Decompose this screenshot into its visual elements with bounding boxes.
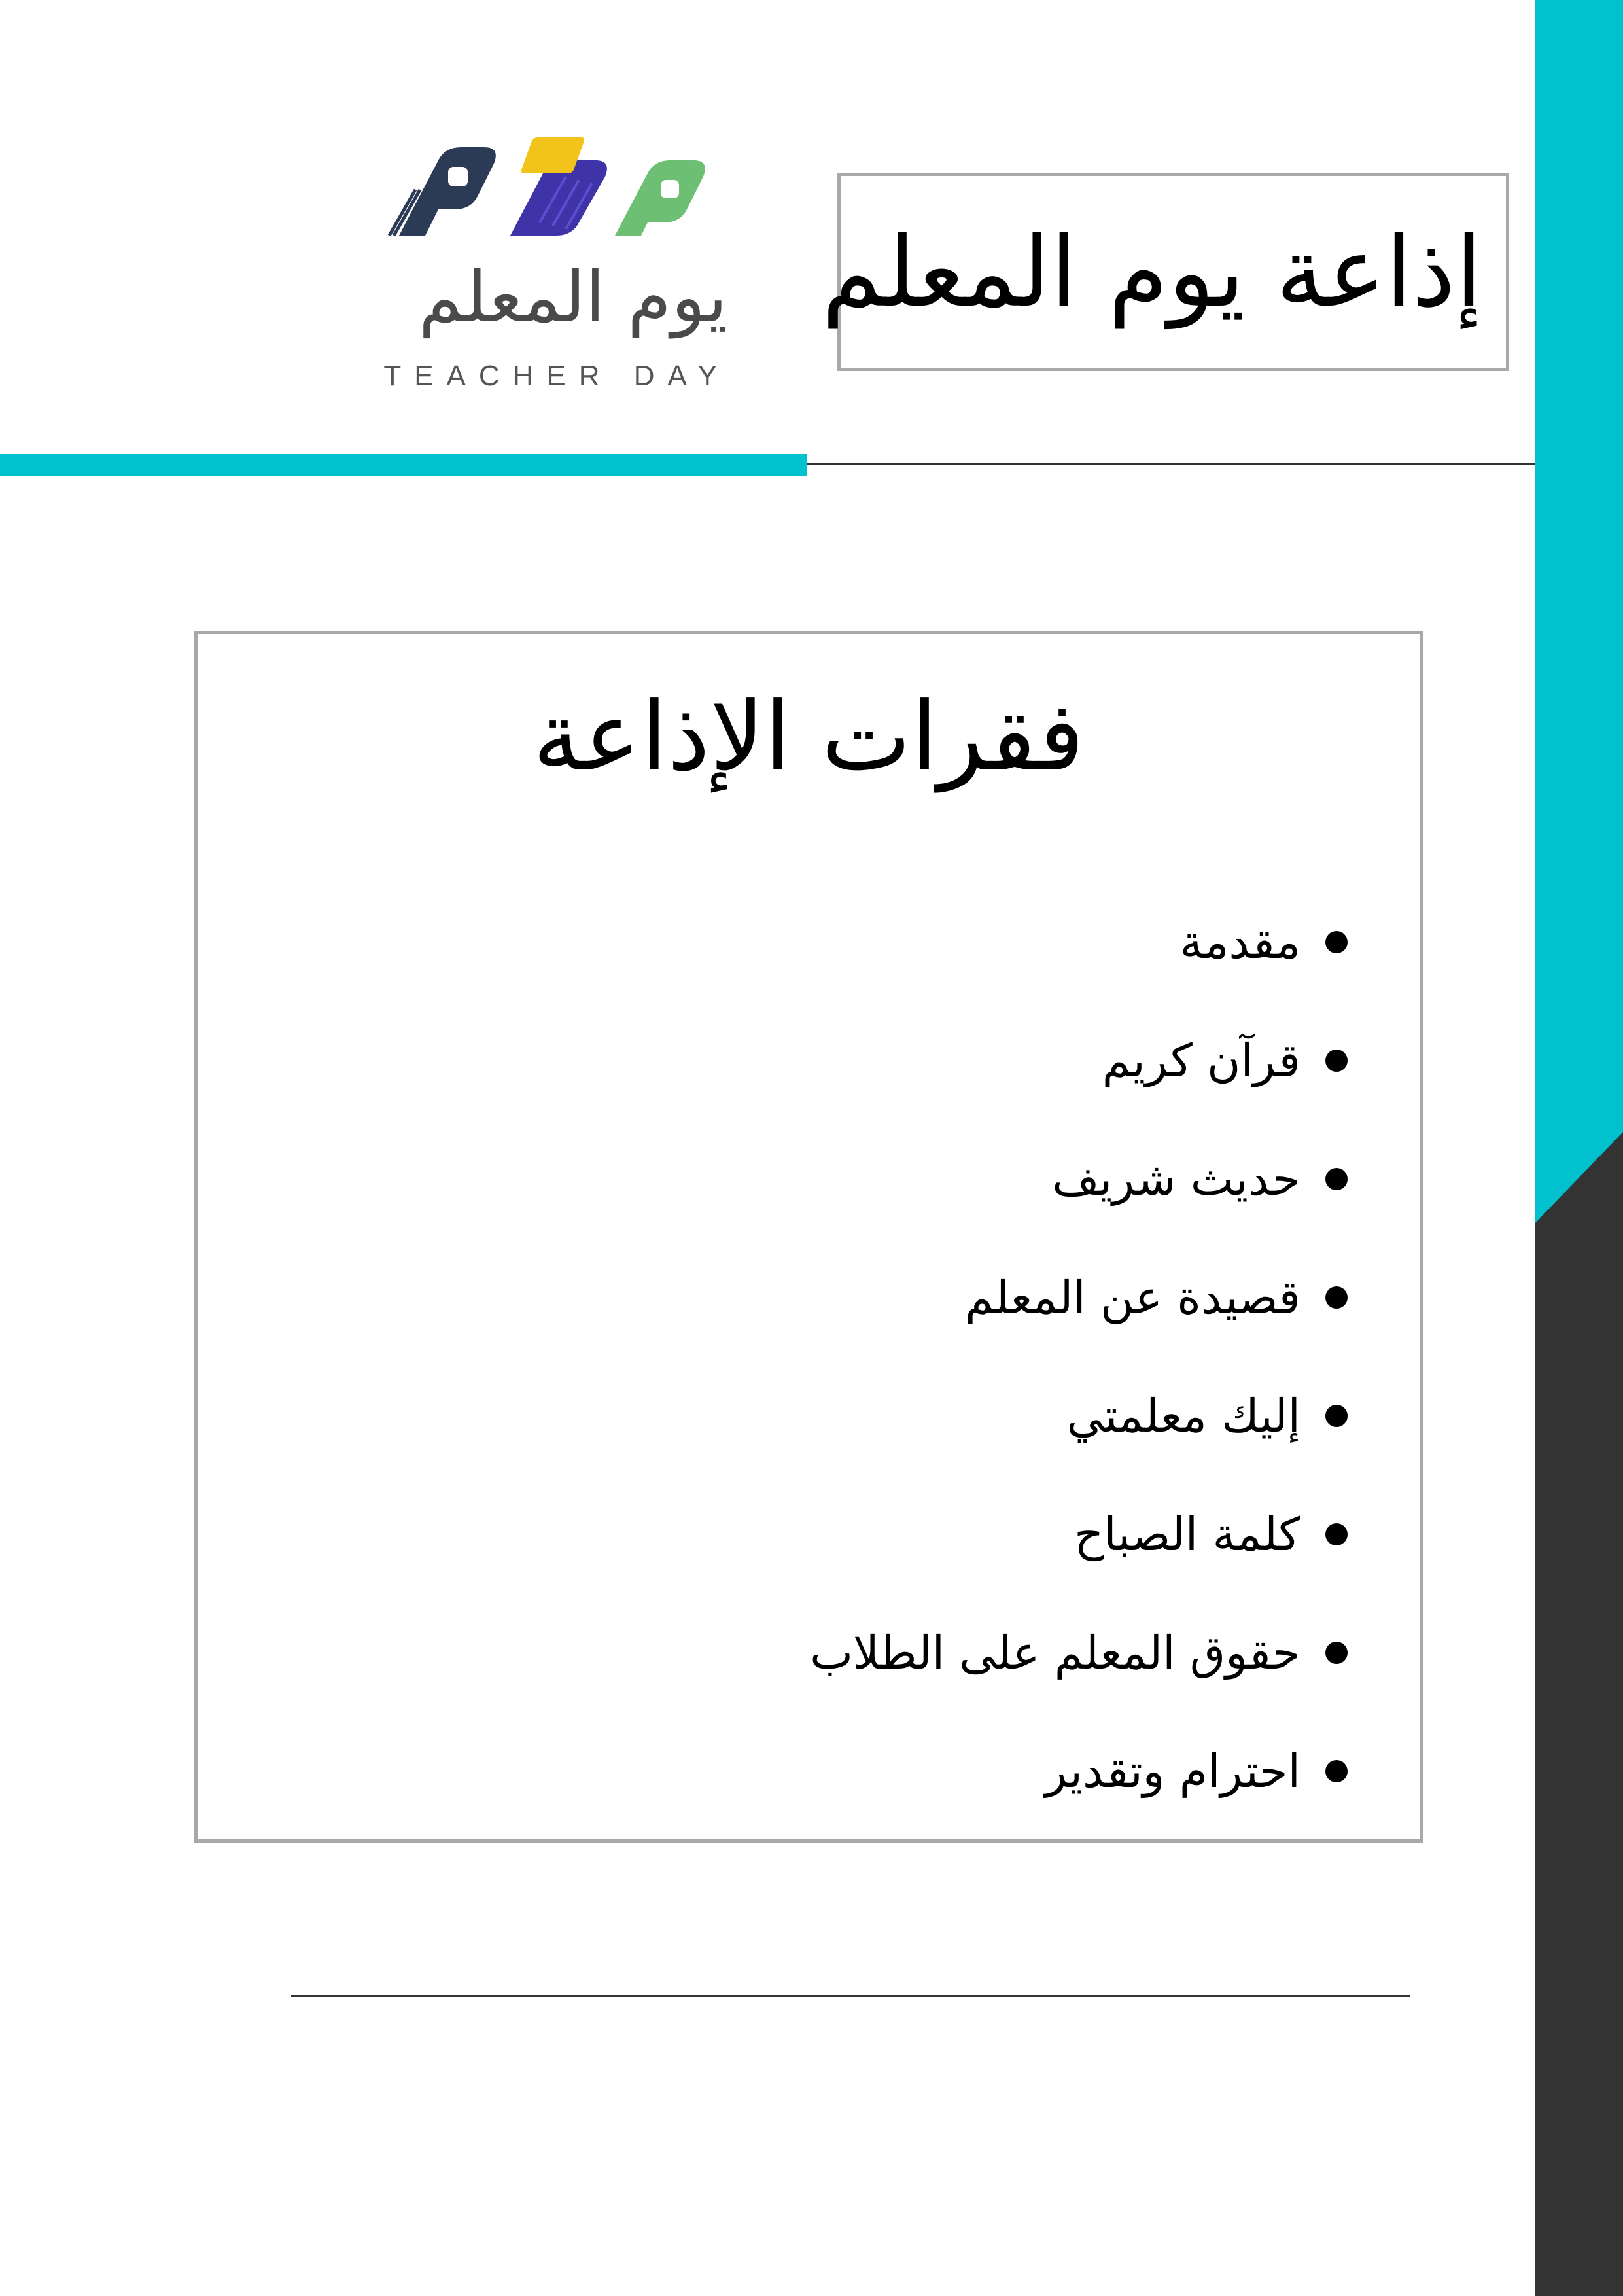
list-item-label: حديث شريف — [1052, 1152, 1300, 1206]
footer-divider — [291, 1995, 1410, 1997]
bullet-icon — [1325, 1050, 1348, 1072]
bullet-icon — [1325, 1523, 1348, 1545]
logo-arabic-text: يوم المعلم — [418, 256, 727, 338]
list-item-label: احترام وتقدير — [1044, 1744, 1300, 1798]
logo-mark-icon — [386, 137, 733, 242]
segments-title: فقرات الإذاعة — [532, 681, 1085, 792]
side-accent-bar — [1535, 0, 1623, 1224]
segments-list — [810, 883, 1348, 1830]
bullet-icon — [1325, 931, 1348, 953]
header-accent-rule — [0, 454, 807, 476]
logo-english-text: TEACHER DAY — [383, 360, 730, 392]
list-item-label: قرآن كريم — [1102, 1033, 1300, 1087]
bullet-icon — [1325, 1642, 1348, 1664]
list-item — [810, 1120, 1348, 1238]
list-item-label: كلمة الصباح — [1074, 1507, 1300, 1561]
list-item — [810, 883, 1348, 1001]
header-divider — [807, 463, 1535, 465]
list-item — [810, 1712, 1348, 1830]
segments-box — [194, 631, 1423, 1843]
list-item — [810, 1001, 1348, 1120]
list-item-label: إليك معلمتي — [1066, 1388, 1300, 1443]
teacher-day-logo — [360, 137, 733, 406]
title-box — [822, 173, 1509, 371]
list-item — [810, 1593, 1348, 1712]
page-title: إذاعة يوم المعلم — [822, 215, 1482, 328]
list-item — [810, 1356, 1348, 1475]
list-item-label: مقدمة — [1179, 915, 1300, 969]
list-item — [810, 1475, 1348, 1593]
bullet-icon — [1325, 1760, 1348, 1782]
list-item — [810, 1238, 1348, 1356]
bullet-icon — [1325, 1168, 1348, 1190]
list-item-label: حقوق المعلم على الطلاب — [810, 1625, 1300, 1680]
bullet-icon — [1325, 1405, 1348, 1427]
list-item-label: قصيدة عن المعلم — [964, 1270, 1300, 1324]
bullet-icon — [1325, 1286, 1348, 1309]
